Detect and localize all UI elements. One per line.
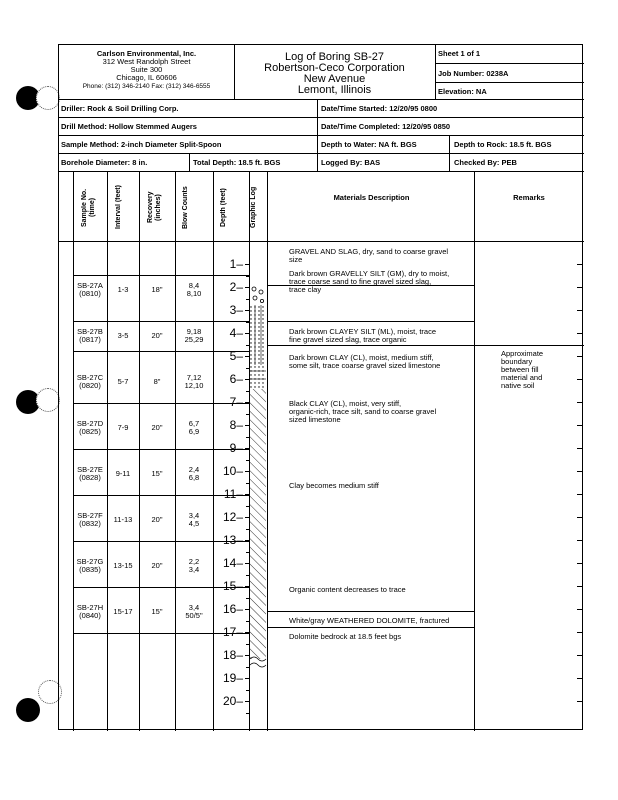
depth-label: 8– [229, 418, 243, 432]
sample-time: (0832) [79, 519, 101, 528]
sample-interval: 15-17 [113, 607, 133, 616]
depth-label: 1– [229, 257, 243, 271]
remarks-tick [577, 471, 583, 472]
depth-label: 5– [229, 349, 243, 363]
col-recovery: Recovery (inches) [147, 191, 162, 224]
binder-hole-bottom [16, 698, 40, 722]
sample-recovery: 15" [151, 469, 163, 478]
graphic-clay [250, 389, 266, 659]
sample-interval: 5-7 [117, 377, 129, 386]
sample-recovery: 20" [151, 515, 163, 524]
sample-interval: 3-5 [117, 331, 129, 340]
depth-label: 15– [222, 579, 243, 593]
sample-id: SB-27G [76, 557, 104, 566]
remarks-tick [577, 333, 583, 334]
sample-time: (0820) [79, 381, 101, 390]
depth-label: 4– [229, 326, 243, 340]
company-name: Carlson Environmental, Inc. [96, 49, 197, 58]
depth-label: 16– [222, 602, 243, 616]
remarks-tick [577, 609, 583, 610]
company-phone: Phone: (312) 346-2140 Fax: (312) 346-6555 [82, 83, 211, 90]
material-text: sized limestone [289, 415, 341, 424]
remarks-tick [577, 701, 583, 702]
remarks-tick [577, 655, 583, 656]
graphic-gravelly-silt [250, 305, 266, 365]
blow-count-1: 3,4 [188, 603, 200, 612]
date-started: Date/Time Started: 12/20/95 0800 [321, 104, 438, 113]
project-street: New Avenue [303, 73, 366, 85]
material-text: Dark brown CLAY (CL), moist, medium stiff, [289, 353, 434, 362]
graphic-gravel-slag [250, 285, 266, 305]
depth-to-rock: Depth to Rock: 18.5 ft. BGS [454, 140, 552, 149]
remark-text: Approximate [501, 349, 544, 358]
col-remarks: Remarks [513, 193, 545, 202]
remarks-tick [577, 356, 583, 357]
blow-count-1: 2,4 [188, 465, 200, 474]
material-text: fine gravel sized slag, trace organic [289, 335, 407, 344]
sample-interval: 9-11 [115, 469, 131, 478]
sample-id: SB-27A [77, 281, 103, 290]
remarks-tick [577, 517, 583, 518]
col-graphic-log: Graphic Log [250, 186, 257, 229]
remarks-tick [577, 287, 583, 288]
material-text: White/gray WEATHERED DOLOMITE, fractured [289, 616, 450, 625]
remarks-tick [577, 448, 583, 449]
material-text: some silt, trace coarse gravel sized limestone [289, 361, 441, 370]
sample-method: Sample Method: 2-inch Diameter Split-Spoon [61, 140, 222, 149]
blow-count-2: 3,4 [188, 565, 200, 574]
remarks-tick [577, 264, 583, 265]
blow-count-2: 50/5" [185, 611, 203, 620]
remark-text: material and [501, 373, 543, 382]
remarks-tick [577, 586, 583, 587]
remarks-tick [577, 379, 583, 380]
company-block [59, 45, 235, 99]
depth-label: 3– [229, 303, 243, 317]
sample-recovery: 8" [153, 377, 161, 386]
remarks-tick [577, 632, 583, 633]
material-text: organic-rich, trace silt, sand to coarse gravel [289, 407, 437, 416]
sheet-number: Sheet 1 of 1 [438, 49, 481, 58]
blow-count-1: 2,2 [188, 557, 200, 566]
material-text: Black CLAY (CL), moist, very stiff, [289, 399, 402, 408]
sample-id: SB-27E [77, 465, 103, 474]
remark-text: between fill [501, 365, 539, 374]
col-materials: Materials Description [333, 193, 410, 202]
graphic-log [249, 241, 267, 731]
sample-recovery: 20" [151, 561, 163, 570]
remarks-tick [577, 402, 583, 403]
sample-time: (0828) [79, 473, 101, 482]
sheet-info [435, 45, 584, 99]
logged-by: Logged By: BAS [321, 158, 381, 167]
sample-id: SB-27H [76, 603, 104, 612]
material-text: Dark brown CLAYEY SILT (ML), moist, trace [289, 327, 436, 336]
depth-label: 11– [223, 487, 243, 501]
company-city: Chicago, IL 60606 [116, 73, 177, 82]
material-text: trace clay [289, 285, 322, 294]
remarks-tick [577, 494, 583, 495]
depth-label: 18– [222, 648, 243, 662]
project-city: Lemont, Illinois [297, 84, 372, 96]
material-text: size [289, 255, 303, 264]
graphic-clayey-silt [250, 365, 266, 389]
blow-count-1: 9,18 [186, 327, 202, 336]
borehole-diameter: Borehole Diameter: 8 in. [61, 158, 148, 167]
sample-interval: 1-3 [117, 285, 129, 294]
sample-time: (0835) [79, 565, 101, 574]
drill-method: Drill Method: Hollow Stemmed Augers [61, 122, 197, 131]
sample-id: SB-27F [77, 511, 103, 520]
depth-label: 7– [229, 395, 243, 409]
company-address2: Suite 300 [130, 65, 163, 74]
depth-label: 12– [222, 510, 243, 524]
sample-interval: 11-13 [113, 515, 133, 524]
remark-text: boundary [501, 357, 533, 366]
depth-label: 14– [222, 556, 243, 570]
col-sample: Sample No. (time) [81, 188, 96, 227]
title-block [234, 45, 436, 99]
sample-recovery: 20" [151, 423, 163, 432]
sample-interval: 13-15 [113, 561, 133, 570]
elevation: Elevation: NA [438, 87, 487, 96]
sample-time: (0825) [79, 427, 101, 436]
depth-label: 10– [222, 464, 243, 478]
remarks-tick [577, 540, 583, 541]
blow-count-2: 25,29 [184, 335, 204, 344]
blow-count-1: 3,4 [188, 511, 200, 520]
remark-text: native soil [501, 381, 535, 390]
remarks-tick [577, 425, 583, 426]
sample-id: SB-27B [77, 327, 103, 336]
sample-recovery: 20" [151, 331, 163, 340]
boring-log-form [58, 44, 583, 730]
material-text: Dolomite bedrock at 18.5 feet bgs [289, 632, 402, 641]
remarks-tick [577, 678, 583, 679]
blow-count-2: 6,8 [188, 473, 200, 482]
remarks-tick [577, 310, 583, 311]
sample-recovery: 18" [151, 285, 163, 294]
date-completed: Date/Time Completed: 12/20/95 0850 [321, 122, 451, 131]
depth-label: 17– [222, 625, 243, 639]
sample-time: (0810) [79, 289, 101, 298]
depth-label: 6– [229, 372, 243, 386]
blow-count-1: 8,4 [188, 281, 200, 290]
depth-label: 9– [229, 441, 243, 455]
sample-id: SB-27C [76, 373, 104, 382]
job-number: Job Number: 0238A [438, 69, 509, 78]
col-interval: Interval (feet) [115, 185, 122, 230]
page-title: Log of Boring SB-27 [284, 51, 385, 63]
sample-id: SB-27D [76, 419, 104, 428]
material-text: Organic content decreases to trace [289, 585, 406, 594]
blow-count-2: 8,10 [186, 289, 202, 298]
blow-count-2: 6,9 [188, 427, 200, 436]
remarks-tick [577, 563, 583, 564]
project-name: Robertson-Ceco Corporation [264, 62, 405, 74]
blow-count-1: 7,12 [186, 373, 202, 382]
depth-label: 13– [222, 533, 243, 547]
driller: Driller: Rock & Soil Drilling Corp. [61, 104, 179, 113]
col-depth: Depth (feet) [220, 188, 227, 227]
material-text: Clay becomes medium stiff [289, 481, 379, 490]
depth-to-water: Depth to Water: NA ft. BGS [321, 140, 417, 149]
blow-count-2: 4,5 [188, 519, 200, 528]
checked-by: Checked By: PEB [454, 158, 517, 167]
binder-hole-middle-open [36, 388, 60, 412]
depth-label: 2– [229, 280, 243, 294]
material-text: Dark brown GRAVELLY SILT (GM), dry to moist, [289, 269, 450, 278]
material-text: trace coarse sand to fine gravel sized slag, [289, 277, 432, 286]
sample-time: (0840) [79, 611, 101, 620]
depth-label: 19– [222, 671, 243, 685]
total-depth: Total Depth: 18.5 ft. BGS [193, 158, 281, 167]
sample-time: (0817) [79, 335, 101, 344]
material-text: GRAVEL AND SLAG, dry, sand to coarse gravel [289, 247, 449, 256]
blow-count-1: 6,7 [188, 419, 200, 428]
company-address1: 312 West Randolph Street [102, 57, 191, 66]
binder-hole-top-open [36, 86, 60, 110]
col-blow-counts: Blow Counts [182, 186, 189, 229]
depth-label: 20– [222, 694, 243, 708]
sample-recovery: 15" [151, 607, 163, 616]
blow-count-2: 12,10 [184, 381, 204, 390]
sample-interval: 7-9 [117, 423, 129, 432]
